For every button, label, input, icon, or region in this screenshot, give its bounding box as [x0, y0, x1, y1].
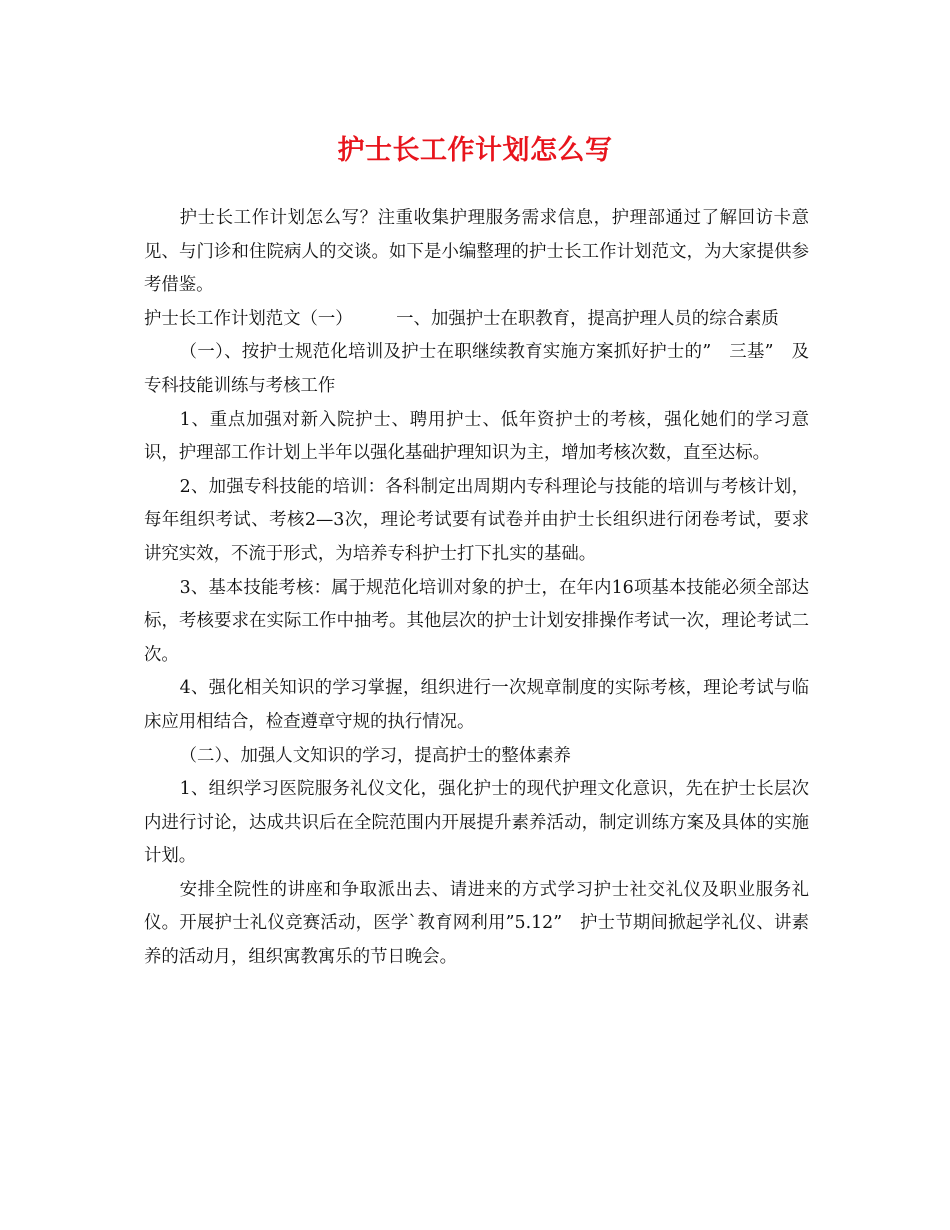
section-two-item-1-paragraph: 1、组织学习医院服务礼仪文化，强化护士的现代护理文化意识，先在护士长层次内进行讨论，达成共识后在全院范围内开展提升素养活动，制定训练方案及具体的实施计划。	[144, 779, 809, 867]
section-two-heading: （二）、加强人文知识的学习，提高护士的整体素养	[179, 745, 571, 766]
section-one-heading: （一）、按护士规范化培训及护士在职继续教育实施方案抓好护士的” 三基” 及专科技能训练与考核工作	[144, 342, 809, 396]
document-title: 护士长工作计划怎么写	[337, 135, 613, 166]
item-1-paragraph: 1、重点加强对新入院护士、聘用护士、低年资护士的考核，强化她们的学习意识，护理部工作计划上半年以强化基础护理知识为主，增加考核次数，直至达标。	[144, 409, 809, 464]
item-2-paragraph: 2、加强专科技能的培训：各科制定出周期内专科理论与技能的培训与考核计划，每年组织考试、考核2—3次，理论考试要有试卷并由护士长组织进行闭卷考试，要求讲究实效，不流于形式，为培养专科护士打下扎实的基础。	[144, 476, 809, 564]
item-3-paragraph: 3、基本技能考核：属于规范化培训对象的护士，在年内16项基本技能必须全部达标，考核要求在实际工作中抽考。其他层次的护士计划安排操作考试一次，理论考试二次。	[144, 577, 809, 665]
intro-paragraph: 护士长工作计划怎么写？注重收集护理服务需求信息，护理部通过了解回访卡意见、与门诊和住院病人的交谈。如下是小编整理的护士长工作计划范文，为大家提供参考借鉴。	[144, 208, 809, 296]
sample-heading-paragraph: 护士长工作计划范文（一） 一、加强护士在职教育，提高护理人员的综合素质	[144, 308, 779, 329]
etiquette-activity-paragraph: 安排全院性的讲座和争取派出去、请进来的方式学习护士社交礼仪及职业服务礼仪。开展护士礼仪竞赛活动，医学`教育网利用”5.12” 护士节期间掀起学礼仪、讲素养的活动月，组织寓教寓乐的节日晚会。	[144, 879, 809, 968]
item-4-paragraph: 4、强化相关知识的学习掌握，组织进行一次规章制度的实际考核，理论考试与临床应用相结合，检查遵章守规的执行情况。	[144, 678, 809, 732]
document-body	[144, 202, 809, 975]
